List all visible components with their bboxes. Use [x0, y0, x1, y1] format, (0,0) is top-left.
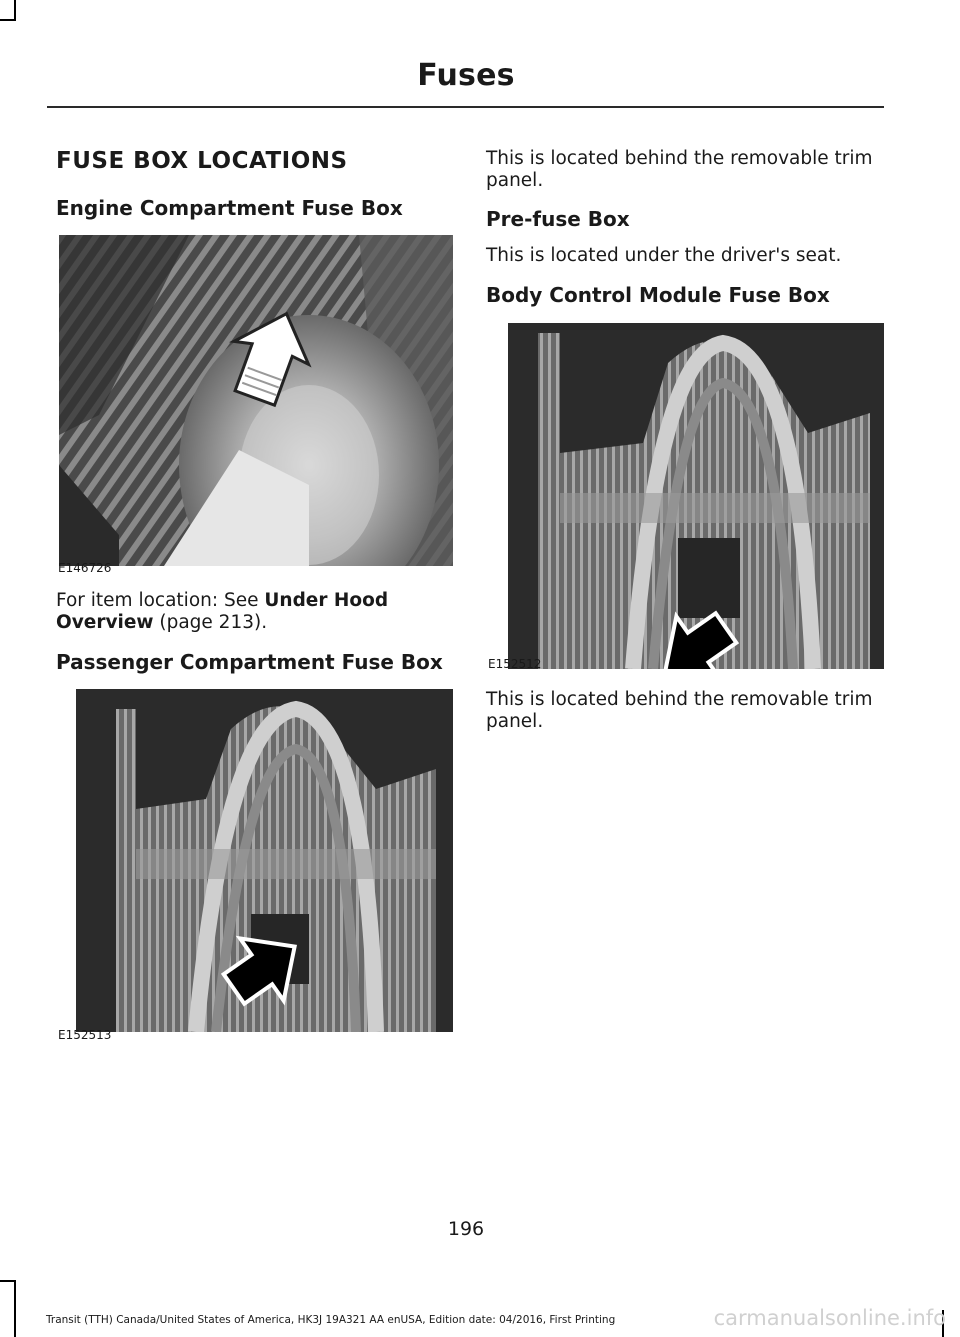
caption-suffix: (page 213).: [153, 612, 268, 633]
watermark: carmanualsonline.info: [713, 1306, 946, 1330]
figure-code: E146726: [58, 561, 112, 575]
footer-text: Transit (TTH) Canada/United States of America, HK3J 19A321 AA enUSA, Edition date: 04/2016, First Printing: [46, 1314, 616, 1326]
page-number: 196: [447, 1218, 485, 1240]
intro-text: This is located behind the removable trim panel.: [486, 148, 873, 191]
prefuse-box-text: This is located under the driver's seat.: [486, 245, 842, 266]
under-hood-overview-link[interactable]: Under Hood Overview: [56, 590, 389, 633]
chapter-title: Fuses: [417, 58, 515, 93]
figure-code: E152513: [58, 1028, 112, 1042]
engine-compartment-figure: [59, 235, 453, 566]
passenger-compartment-figure: [76, 689, 453, 1032]
bcm-fuse-box-figure: [508, 323, 884, 669]
prefuse-box-heading: Pre-fuse Box: [486, 207, 630, 231]
crop-mark: [0, 1280, 16, 1282]
bcm-fuse-box-text: This is located behind the removable trim panel.: [486, 689, 873, 732]
header-divider: [47, 106, 884, 108]
bcm-fuse-box-heading: Body Control Module Fuse Box: [486, 283, 830, 307]
crop-mark: [0, 19, 16, 21]
figure-code: E152512: [488, 657, 542, 671]
crop-mark: [14, 1280, 16, 1337]
engine-caption: [56, 590, 456, 634]
section-title: FUSE BOX LOCATIONS: [56, 148, 348, 174]
passenger-fuse-box-heading: Passenger Compartment Fuse Box: [56, 650, 443, 674]
caption-prefix: For item location: See: [56, 590, 265, 611]
engine-fuse-box-heading: Engine Compartment Fuse Box: [56, 196, 403, 220]
crop-mark: [14, 0, 16, 20]
